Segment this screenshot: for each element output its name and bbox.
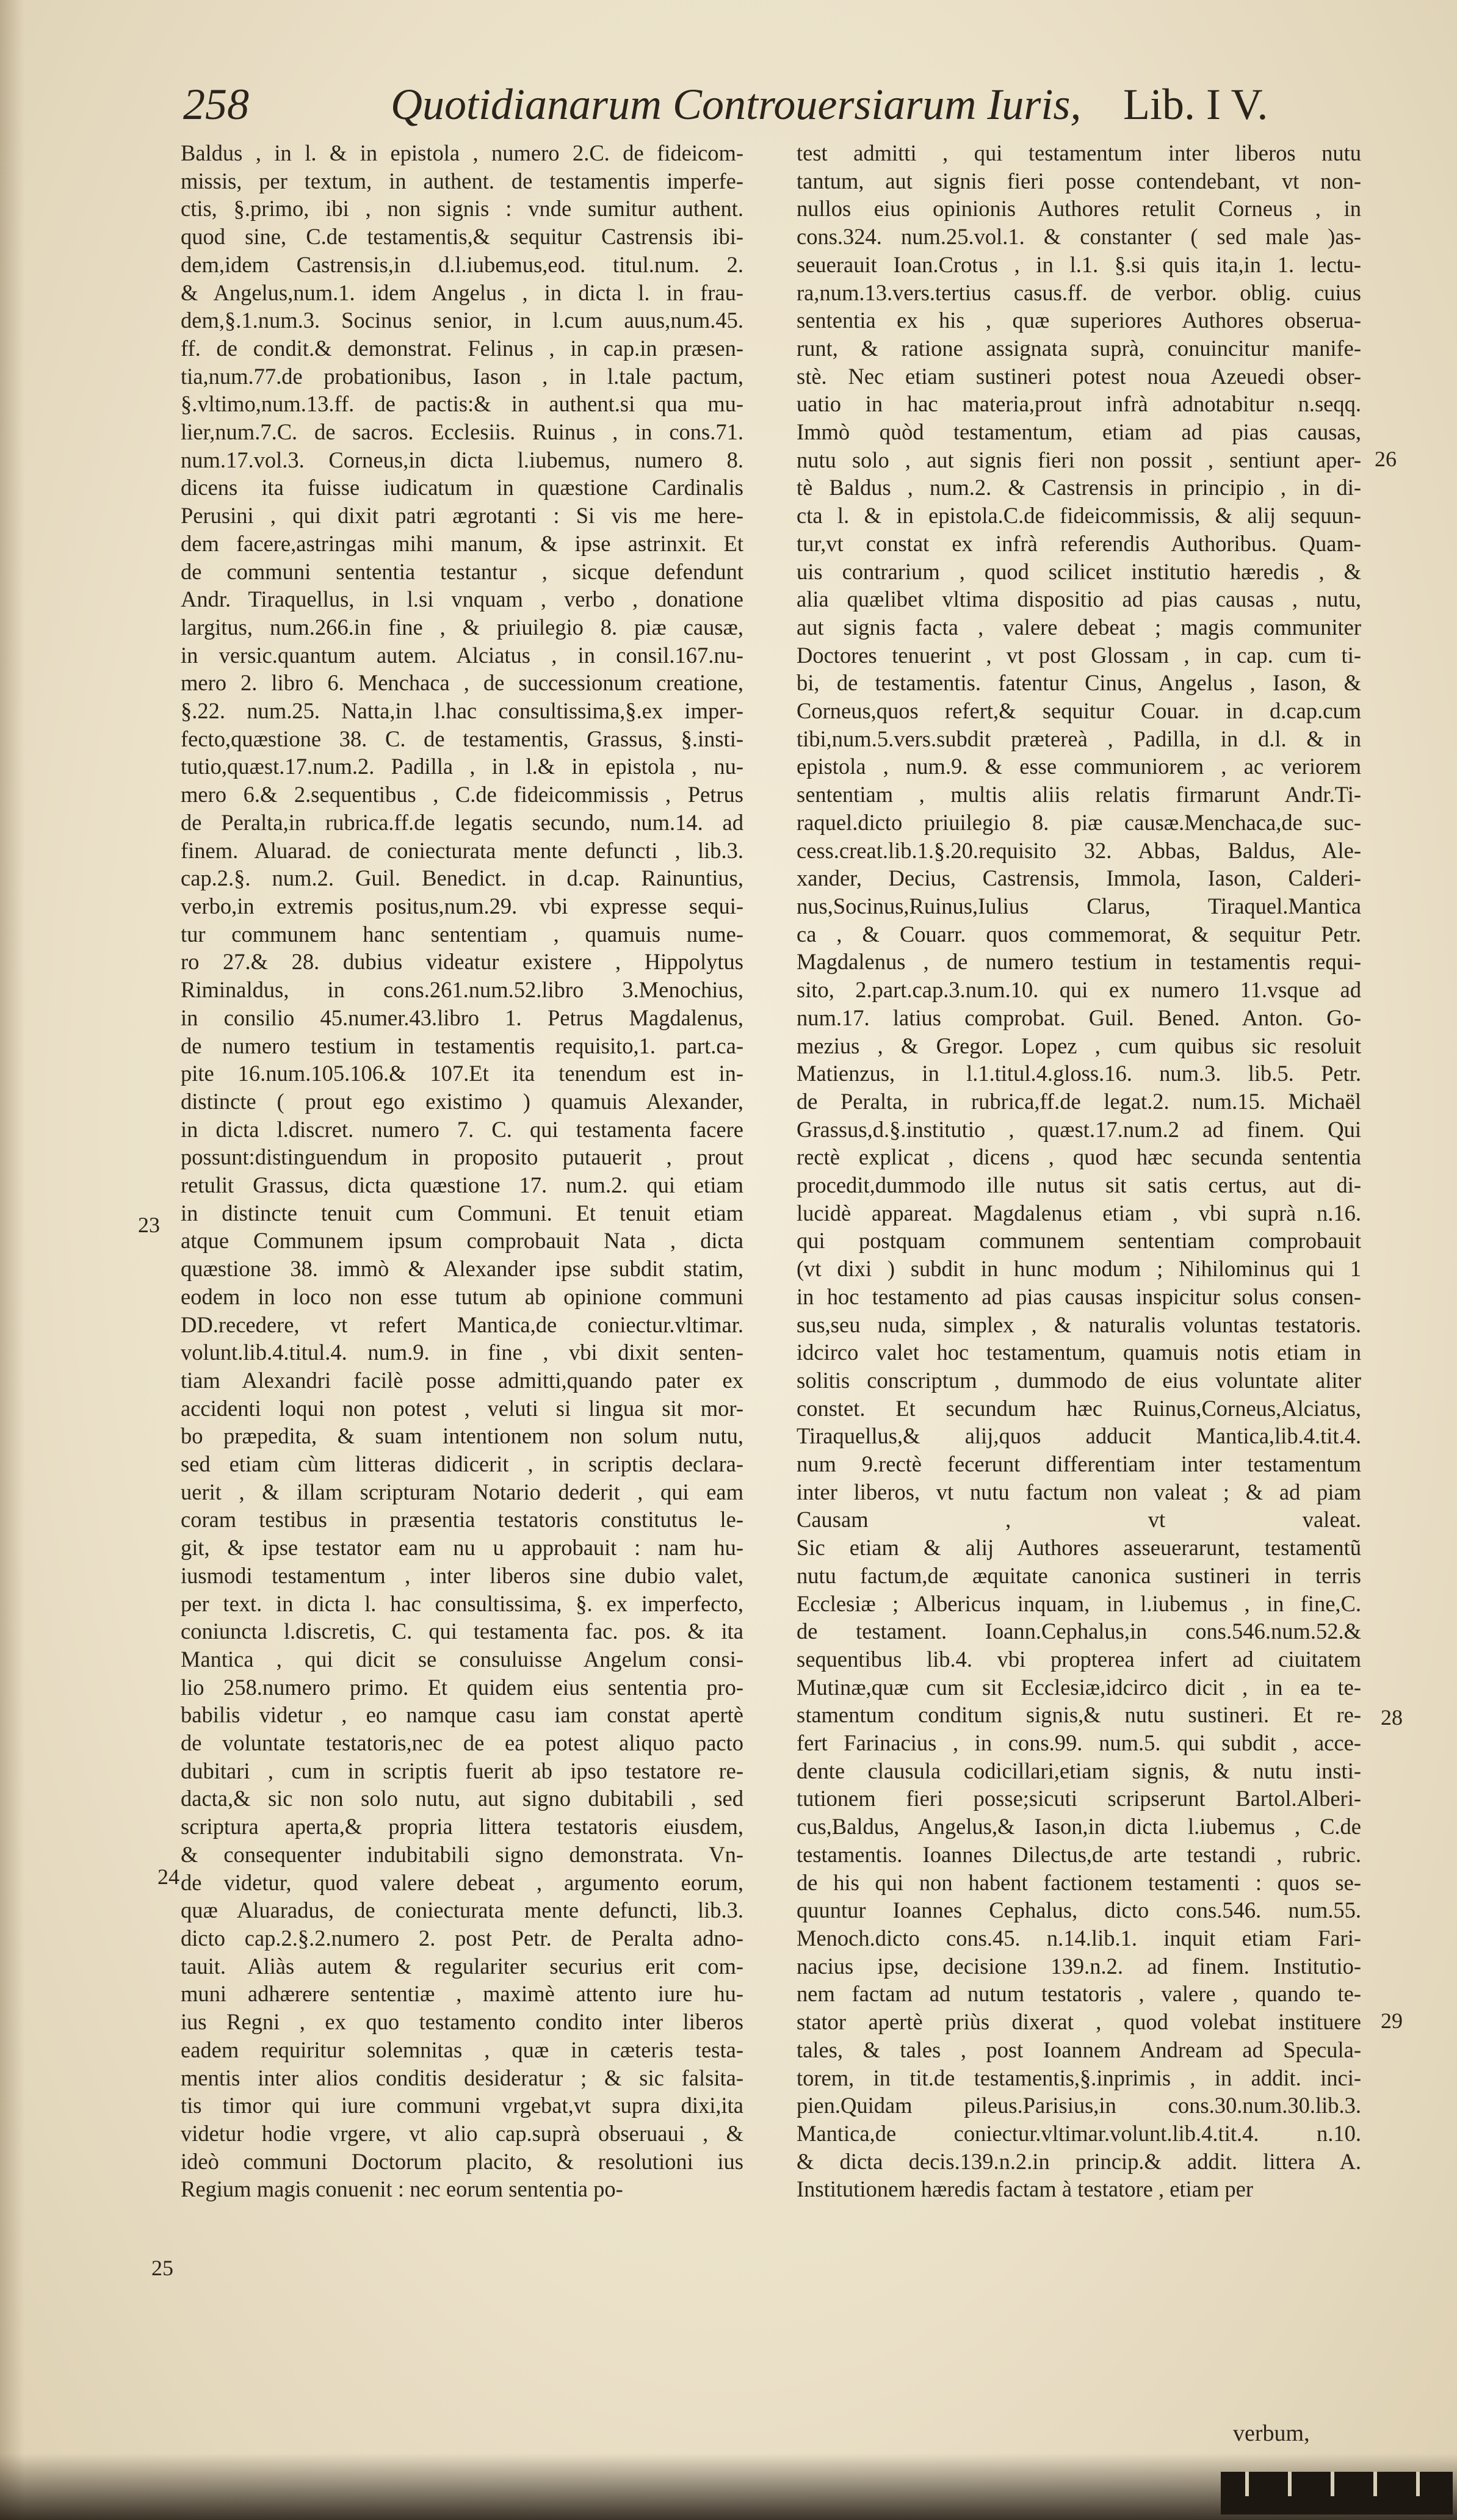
text-line: lier,num.7.C. de sacros. Ecclesiis. Ruinus , in cons.71. (181, 419, 743, 445)
text-line: bo præpedita, & suam intentionem non solum nutu, (181, 1423, 743, 1449)
text-line: tutio,quæst.17.num.2. Padilla , in l.& in epistola , nu- (181, 754, 743, 779)
text-line: fecto,quæstione 38. C. de testamentis, Grassus, §.insti- (181, 726, 743, 751)
text-line: Sic etiam & alij Authores asseuerarunt, testamentũ (797, 1535, 1361, 1561)
margin-number-26: 26 (1375, 447, 1397, 471)
text-line: cus,Baldus, Angelus,& Iason,in dicta l.iubemus , C.de (797, 1814, 1361, 1839)
margin-number-24: 24 (157, 1865, 179, 1889)
text-line: tantum, aut signis fieri posse contendebant, vt non- (797, 168, 1361, 193)
margin-number-29: 29 (1381, 2009, 1403, 2033)
text-line: videtur hodie vrgere, vt alio cap.suprà obseruaui , & (181, 2120, 743, 2146)
text-line: per text. in dicta l. hac consultissima, §. ex imperfecto, (181, 1590, 743, 1616)
right-text-column (797, 139, 1361, 2203)
text-line: solitis conscriptum , dummodo de eius voluntate aliter (797, 1367, 1361, 1393)
text-line: ro 27.& 28. dubius videatur existere , Hippolytus (181, 949, 743, 975)
text-line: ius Regni , ex quo testamento condito inter liberos (181, 2009, 743, 2035)
text-line: stamentum conditum signis,& nutu sustineri. Et re- (797, 1702, 1361, 1728)
text-line: num.17. latius comprobat. Guil. Bened. Anton. Go- (797, 1005, 1361, 1030)
text-line: fert Farinacius , in cons.99. num.5. qui subdit , acce- (797, 1730, 1361, 1756)
text-line: de Peralta, in rubrica,ff.de legat.2. num.15. Michaël (797, 1088, 1361, 1114)
text-line: cta l. & in epistola.C.de fideicommissis, & alij sequun- (797, 503, 1361, 529)
text-line: sententiam , multis aliis relatis firmarunt Andr.Ti- (797, 782, 1361, 807)
text-line: in versic.quantum autem. Alciatus , in consil.167.nu- (181, 642, 743, 668)
text-line: de Peralta,in rubrica.ff.de legatis secundo, num.14. ad (181, 809, 743, 835)
text-line: dente clausula codicillari,etiam signis, & nutu insti- (797, 1758, 1361, 1783)
text-line: nutu solo , aut signis fieri non possit , sentiunt aper- (797, 447, 1361, 472)
text-line: possunt:distinguendum in proposito putauerit , prout (181, 1144, 743, 1170)
text-line: missis, per textum, in authent. de testamentis imperfe- (181, 168, 743, 193)
scan-ruler (1221, 2472, 1453, 2515)
text-line: mero 6.& 2.sequentibus , C.de fideicommissis , Petrus (181, 782, 743, 807)
text-line: mentis inter alios conditis desideratur ; & sic falsita- (181, 2065, 743, 2090)
text-line: de numero testium in testamentis requisito,1. part.ca- (181, 1033, 743, 1058)
text-line: nus,Socinus,Ruinus,Iulius Clarus, Tiraquel.Mantica (797, 893, 1361, 919)
text-line: distincte ( prout ego existimo ) quamuis Alexander, (181, 1088, 743, 1114)
text-line: sus,seu nuda, simplex , & naturalis voluntas testatoris. (797, 1312, 1361, 1337)
text-line: pite 16.num.105.106.& 107.Et ita tenendum est in- (181, 1061, 743, 1086)
text-line: sito, 2.part.cap.3.num.10. qui ex numero 11.vsque ad (797, 977, 1361, 1003)
text-line: ctis, §.primo, ibi , non signis : vnde sumitur authent. (181, 196, 743, 222)
text-line: cons.324. num.25.vol.1. & constanter ( sed male )as- (797, 224, 1361, 250)
running-title: Quotidianarum Controuersiarum Iuris, (391, 80, 1082, 129)
text-line: in hoc testamento ad pias causas inspicitur solus consen- (797, 1283, 1361, 1309)
text-line: in distincte tenuit cum Communi. Et tenuit etiam (181, 1200, 743, 1226)
text-line: raquel.dicto priuilegio 8. piæ causæ.Menchaca,de suc- (797, 809, 1361, 835)
text-line: dicto cap.2.§.2.numero 2. post Petr. de Peralta adno- (181, 1926, 743, 1951)
running-header (183, 79, 1343, 134)
text-line: verbo,in extremis positus,num.29. vbi expresse sequi- (181, 893, 743, 919)
text-line: Riminaldus, in cons.261.num.52.libro 3.Menochius, (181, 977, 743, 1003)
page-number: 258 (183, 80, 249, 129)
text-line: Baldus , in l. & in epistola , numero 2.C. de fideicom- (181, 140, 743, 165)
text-line: Institutionem hæredis factam à testatore , etiam per (797, 2176, 1254, 2202)
text-line: dem,§.1.num.3. Socinus senior, in l.cum auus,num.45. (181, 308, 743, 333)
text-line: cap.2.§. num.2. Guil. Benedict. in d.cap. Rainuntius, (181, 865, 743, 891)
text-line: dacta,& sic non solo nutu, aut signo dubitabili , sed (181, 1786, 743, 1811)
text-line: & consequenter indubitabili signo demonstrata. Vn- (181, 1841, 743, 1867)
text-line: (vt dixi ) subdit in hunc modum ; Nihilominus qui 1 (797, 1256, 1361, 1282)
page-gutter-shadow (0, 0, 24, 2520)
text-line: dubitari , cum in scriptis fuerit ab ipso testatore re- (181, 1758, 743, 1783)
text-line: Magdalenus , de numero testium in testamentis requi- (797, 949, 1361, 975)
text-line: tauit. Aliàs autem & regulariter securius erit com- (181, 1953, 743, 1979)
text-line: retulit Grassus, dicta quæstione 17. num.2. qui etiam (181, 1172, 743, 1198)
text-line: lucidè appareat. Magdalenus etiam , vbi suprà n.16. (797, 1200, 1361, 1226)
text-line: Mantica,de coniectur.vltimar.volunt.lib.4.tit.4. n.10. (797, 2120, 1361, 2146)
text-line: Perusini , qui dixit patri ægrotanti : Si vis me here- (181, 503, 743, 529)
text-line: mero 2. libro 6. Menchaca , de successionum creatione, (181, 670, 743, 696)
text-line: Grassus,d.§.institutio , quæst.17.num.2 ad finem. Qui (797, 1116, 1361, 1142)
text-line: de videtur, quod valere debeat , argumento eorum, (181, 1869, 743, 1895)
text-line: nem factam ad nutum testatoris , valere , quando te- (797, 1981, 1361, 2007)
text-line: constet. Et secundum hæc Ruinus,Corneus,Alciatus, (797, 1395, 1361, 1421)
text-line: uis contrarium , quod scilicet institutio hæredis , & (797, 558, 1361, 584)
text-line: nutu factum,de æquitate canonica sustineri in terris (797, 1562, 1361, 1588)
margin-number-25: 25 (151, 2256, 173, 2280)
text-line: uerit , & illam scripturam Notario dederit , qui eam (181, 1479, 743, 1504)
text-line: Regium magis conuenit : nec eorum sententia po- (181, 2176, 623, 2202)
text-line: procedit,dummodo ille nutus sit satis certus, aut di- (797, 1172, 1361, 1198)
text-line: num 9.rectè fecerunt differentiam inter testamentum (797, 1451, 1361, 1477)
text-line: Menoch.dicto cons.45. n.14.lib.1. inquit etiam Fari- (797, 1926, 1361, 1951)
text-line: coniuncta l.discretis, C. qui testamenta fac. pos. & ita (181, 1619, 743, 1644)
margin-number-28: 28 (1381, 1705, 1403, 1730)
text-line: tales, & tales , post Ioannem Andream ad Specula- (797, 2037, 1361, 2062)
text-line: dem facere,astringas mihi manum, & ipse astrinxit. Et (181, 530, 743, 556)
text-line: ra,num.13.vers.tertius casus.ff. de verbor. oblig. cuius (797, 280, 1361, 305)
text-line: test admitti , qui testamentum inter liberos nutu (797, 140, 1361, 165)
text-line: bi, de testamentis. fatentur Cinus, Angelus , Iason, & (797, 670, 1361, 696)
text-line: nacius ipse, decisione 139.n.2. ad finem. Institutio- (797, 1953, 1361, 1979)
text-line: rectè explicat , dicens , quod hæc secunda sententia (797, 1144, 1361, 1170)
text-line: largitus, num.266.in fine , & priuilegio 8. piæ causæ, (181, 614, 743, 640)
text-line: Causam , vt valeat. (797, 1507, 1361, 1533)
text-line: xander, Decius, Castrensis, Immola, Iason, Calderi- (797, 865, 1361, 891)
text-line: Mutinæ,quæ cum sit Ecclesiæ,idcirco dicit , in ea te- (797, 1674, 1361, 1700)
text-line: pien.Quidam pileus.Parisius,in cons.30.num.30.lib.3. (797, 2093, 1361, 2118)
text-line: uatio in hac materia,prout infrà adnotabitur n.seqq. (797, 391, 1361, 417)
text-line: de his qui non habent factionem testamenti : quos se- (797, 1869, 1361, 1895)
text-line: accidenti loqui non potest , veluti si lingua sit mor- (181, 1395, 743, 1421)
text-line: tur communem hanc sententiam , quamuis nume- (181, 921, 743, 947)
book-number: Lib. I V. (1123, 80, 1268, 129)
text-line: atque Communem ipsum comprobauit Nata , dicta (181, 1228, 743, 1254)
text-line: mezius , & Gregor. Lopez , cum quibus sic resoluit (797, 1033, 1361, 1058)
text-line: sequentibus lib.4. vbi propterea infert ad ciuitatem (797, 1646, 1361, 1672)
text-line: de voluntate testatoris,nec de ea potest aliquo pacto (181, 1730, 743, 1756)
text-line: tia,num.77.de probationibus, Iason , in l.tale pactum, (181, 363, 743, 389)
text-line: dem,idem Castrensis,in d.l.iubemus,eod. titul.num. 2. (181, 251, 743, 277)
text-line: sed etiam cùm litteras didicerit , in scriptis declara- (181, 1451, 743, 1477)
text-line: Andr. Tiraquellus, in l.si vnquam , verbo , donatione (181, 587, 743, 612)
text-line: Ecclesiæ ; Albericus inquam, in l.iubemus , in fine,C. (797, 1590, 1361, 1616)
margin-number-23: 23 (138, 1213, 160, 1237)
text-line: lio 258.numero primo. Et quidem eius sententia pro- (181, 1674, 743, 1700)
text-line: seuerauit Ioan.Crotus , in l.1. §.si quis ita,in 1. lectu- (797, 251, 1361, 277)
text-line: coram testibus in præsentia testatoris constitutus le- (181, 1507, 743, 1533)
text-line: sententia ex his , quæ superiores Authores obserua- (797, 308, 1361, 333)
text-line: stè. Nec etiam sustineri potest noua Azeuedi obser- (797, 363, 1361, 389)
text-line: quod sine, C.de testamentis,& sequitur Castrensis ibi- (181, 224, 743, 250)
text-line: Tiraquellus,& alij,quos adducit Mantica,lib.4.tit.4. (797, 1423, 1361, 1449)
text-line: tutionem fieri posse;sicuti scripserunt Bartol.Alberi- (797, 1786, 1361, 1811)
text-line: quuntur Ioannes Cephalus, dicto cons.546. num.55. (797, 1897, 1361, 1923)
text-line: in dicta l.discret. numero 7. C. qui testamenta facere (181, 1116, 743, 1142)
text-line: volunt.lib.4.titul.4. num.9. in fine , vbi dixit senten- (181, 1340, 743, 1365)
text-line: num.17.vol.3. Corneus,in dicta l.iubemus, numero 8. (181, 447, 743, 472)
text-line: tè Baldus , num.2. & Castrensis in principio , in di- (797, 475, 1361, 500)
text-line: eadem requiritur solemnitas , quæ in cæteris testa- (181, 2037, 743, 2062)
text-line: quæ Aluaradus, de coniecturata mente defuncti, lib.3. (181, 1897, 743, 1923)
text-line: epistola , num.9. & esse communiorem , ac veriorem (797, 754, 1361, 779)
text-line: tibi,num.5.vers.subdit prætereà , Padilla, in d.l. & in (797, 726, 1361, 751)
text-line: idcirco valet hoc testamentum, quamuis notis etiam in (797, 1340, 1361, 1365)
text-line: in consilio 45.numer.43.libro 1. Petrus Magdalenus, (181, 1005, 743, 1030)
text-line: aut signis facta , valere debeat ; magis communiter (797, 614, 1361, 640)
catchword: verbum, (1233, 2421, 1310, 2446)
text-line: Mantica , qui dicit se consuluisse Angelum consi- (181, 1646, 743, 1672)
text-line: tis timor qui iure communi vrgebat,vt supra dixi,ita (181, 2093, 743, 2118)
text-line: & dicta decis.139.n.2.in princip.& addit. littera A. (797, 2148, 1361, 2174)
text-line: alia quælibet vltima dispositio ad pias causas , nutu, (797, 587, 1361, 612)
text-line: §.vltimo,num.13.ff. de pactis:& in authent.si qua mu- (181, 391, 743, 417)
text-line: torem, in tit.de testamentis,§.inprimis , in addit. inci- (797, 2065, 1361, 2090)
text-line: stator apertè priùs dixerat , quod volebat instituere (797, 2009, 1361, 2035)
text-line: Immò quòd testamentum, etiam ad pias causas, (797, 419, 1361, 445)
text-line: §.22. num.25. Natta,in l.hac consultissima,§.ex imper- (181, 698, 743, 724)
text-line: ideò communi Doctorum placito, & resolutioni ius (181, 2148, 743, 2174)
text-line: qui postquam communem sententiam comprobauit (797, 1228, 1361, 1254)
text-line: Matienzus, in l.1.titul.4.gloss.16. num.3. lib.5. Petr. (797, 1061, 1361, 1086)
text-line: iusmodi testamentum , inter liberos sine dubio valet, (181, 1562, 743, 1588)
text-line: tiam Alexandri facilè posse admitti,quando pater ex (181, 1367, 743, 1393)
text-line: git, & ipse testator eam nu u approbauit : nam hu- (181, 1535, 743, 1561)
text-line: cess.creat.lib.1.§.20.requisito 32. Abbas, Baldus, Ale- (797, 837, 1361, 863)
text-line: runt, & ratione assignata suprà, conuincitur manife- (797, 335, 1361, 361)
text-line: scriptura aperta,& propria littera testatoris eiusdem, (181, 1814, 743, 1839)
text-line: nullos eius opinionis Authores retulit Corneus , in (797, 196, 1361, 222)
text-line: Corneus,quos refert,& sequitur Couar. in d.cap.cum (797, 698, 1361, 724)
text-line: finem. Aluarad. de coniecturata mente defuncti , lib.3. (181, 837, 743, 863)
text-line: testamentis. Ioannes Dilectus,de arte testandi , rubric. (797, 1841, 1361, 1867)
text-line: dicens ita fuisse iudicatum in quæstione Cardinalis (181, 475, 743, 500)
text-line: babilis videtur , eo namque casu iam constat apertè (181, 1702, 743, 1728)
text-line: eodem in loco non esse tutum ab opinione communi (181, 1283, 743, 1309)
text-line: tur,vt constat ex infrà referendis Authoribus. Quam- (797, 530, 1361, 556)
text-line: de testament. Ioann.Cephalus,in cons.546.num.52.& (797, 1619, 1361, 1644)
text-line: DD.recedere, vt refert Mantica,de coniectur.vltimar. (181, 1312, 743, 1337)
text-line: inter liberos, vt nutu factum non valeat ; & ad piam (797, 1479, 1361, 1504)
text-line: & Angelus,num.1. idem Angelus , in dicta l. in frau- (181, 280, 743, 305)
text-line: muni adhærere sententiæ , maximè attento iure hu- (181, 1981, 743, 2007)
text-line: ca , & Couarr. quos commemorat, & sequitur Petr. (797, 921, 1361, 947)
text-line: Doctores tenuerint , vt post Glossam , in cap. cum ti- (797, 642, 1361, 668)
left-text-column (181, 139, 743, 2203)
text-line: ff. de condit.& demonstrat. Felinus , in cap.in præsen- (181, 335, 743, 361)
text-line: quæstione 38. immò & Alexander ipse subdit statim, (181, 1256, 743, 1282)
text-line: de communi sententia testantur , sicque defendunt (181, 558, 743, 584)
